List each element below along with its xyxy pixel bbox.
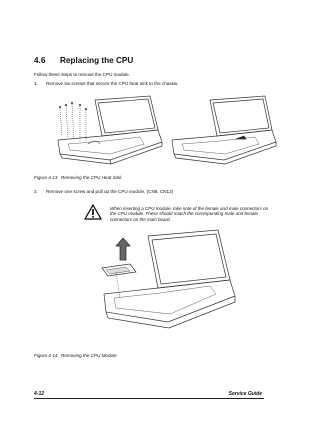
step-number: 1. xyxy=(34,81,38,86)
step-text: Remove six screws that secure the CPU heat sink to the chassis. xyxy=(46,81,179,86)
step-text: Remove one screw and pull up the CPU module. (CN8, CN12) xyxy=(46,189,174,194)
step-2 xyxy=(34,189,274,195)
figure-caption: Removing the CPU Heat Sink xyxy=(61,175,122,180)
figure-4-13-illustration xyxy=(50,92,280,172)
section-title xyxy=(34,56,133,65)
section-heading: Replacing the CPU xyxy=(60,56,134,65)
step-number: 2. xyxy=(34,189,38,194)
figure-4-14-illustration xyxy=(90,228,240,340)
step-1 xyxy=(34,81,274,87)
figure-label: Figure 4-13 xyxy=(34,175,58,180)
page-number: 4-12 xyxy=(34,391,45,397)
figure-caption-4-14 xyxy=(34,353,234,359)
laptop-heat-sink-left xyxy=(58,96,162,164)
caution-triangle-icon xyxy=(84,204,102,220)
figure-caption-4-13 xyxy=(34,175,234,181)
intro-text: Follow these steps to remove the CPU module. xyxy=(34,72,131,77)
guide-title: Service Guide xyxy=(228,391,262,397)
laptop-heat-sink-right xyxy=(172,96,276,164)
caution-note: When inserting a CPU module, take note of the female and male connectors on the CPU module. These should match the corresponding male and female connectors on the main board. xyxy=(110,206,269,222)
figure-caption: Removing the CPU Module xyxy=(61,353,117,358)
figure-label: Figure 4-14 xyxy=(34,353,58,358)
footer-rule xyxy=(34,398,264,399)
section-number: 4.6 xyxy=(34,56,46,65)
